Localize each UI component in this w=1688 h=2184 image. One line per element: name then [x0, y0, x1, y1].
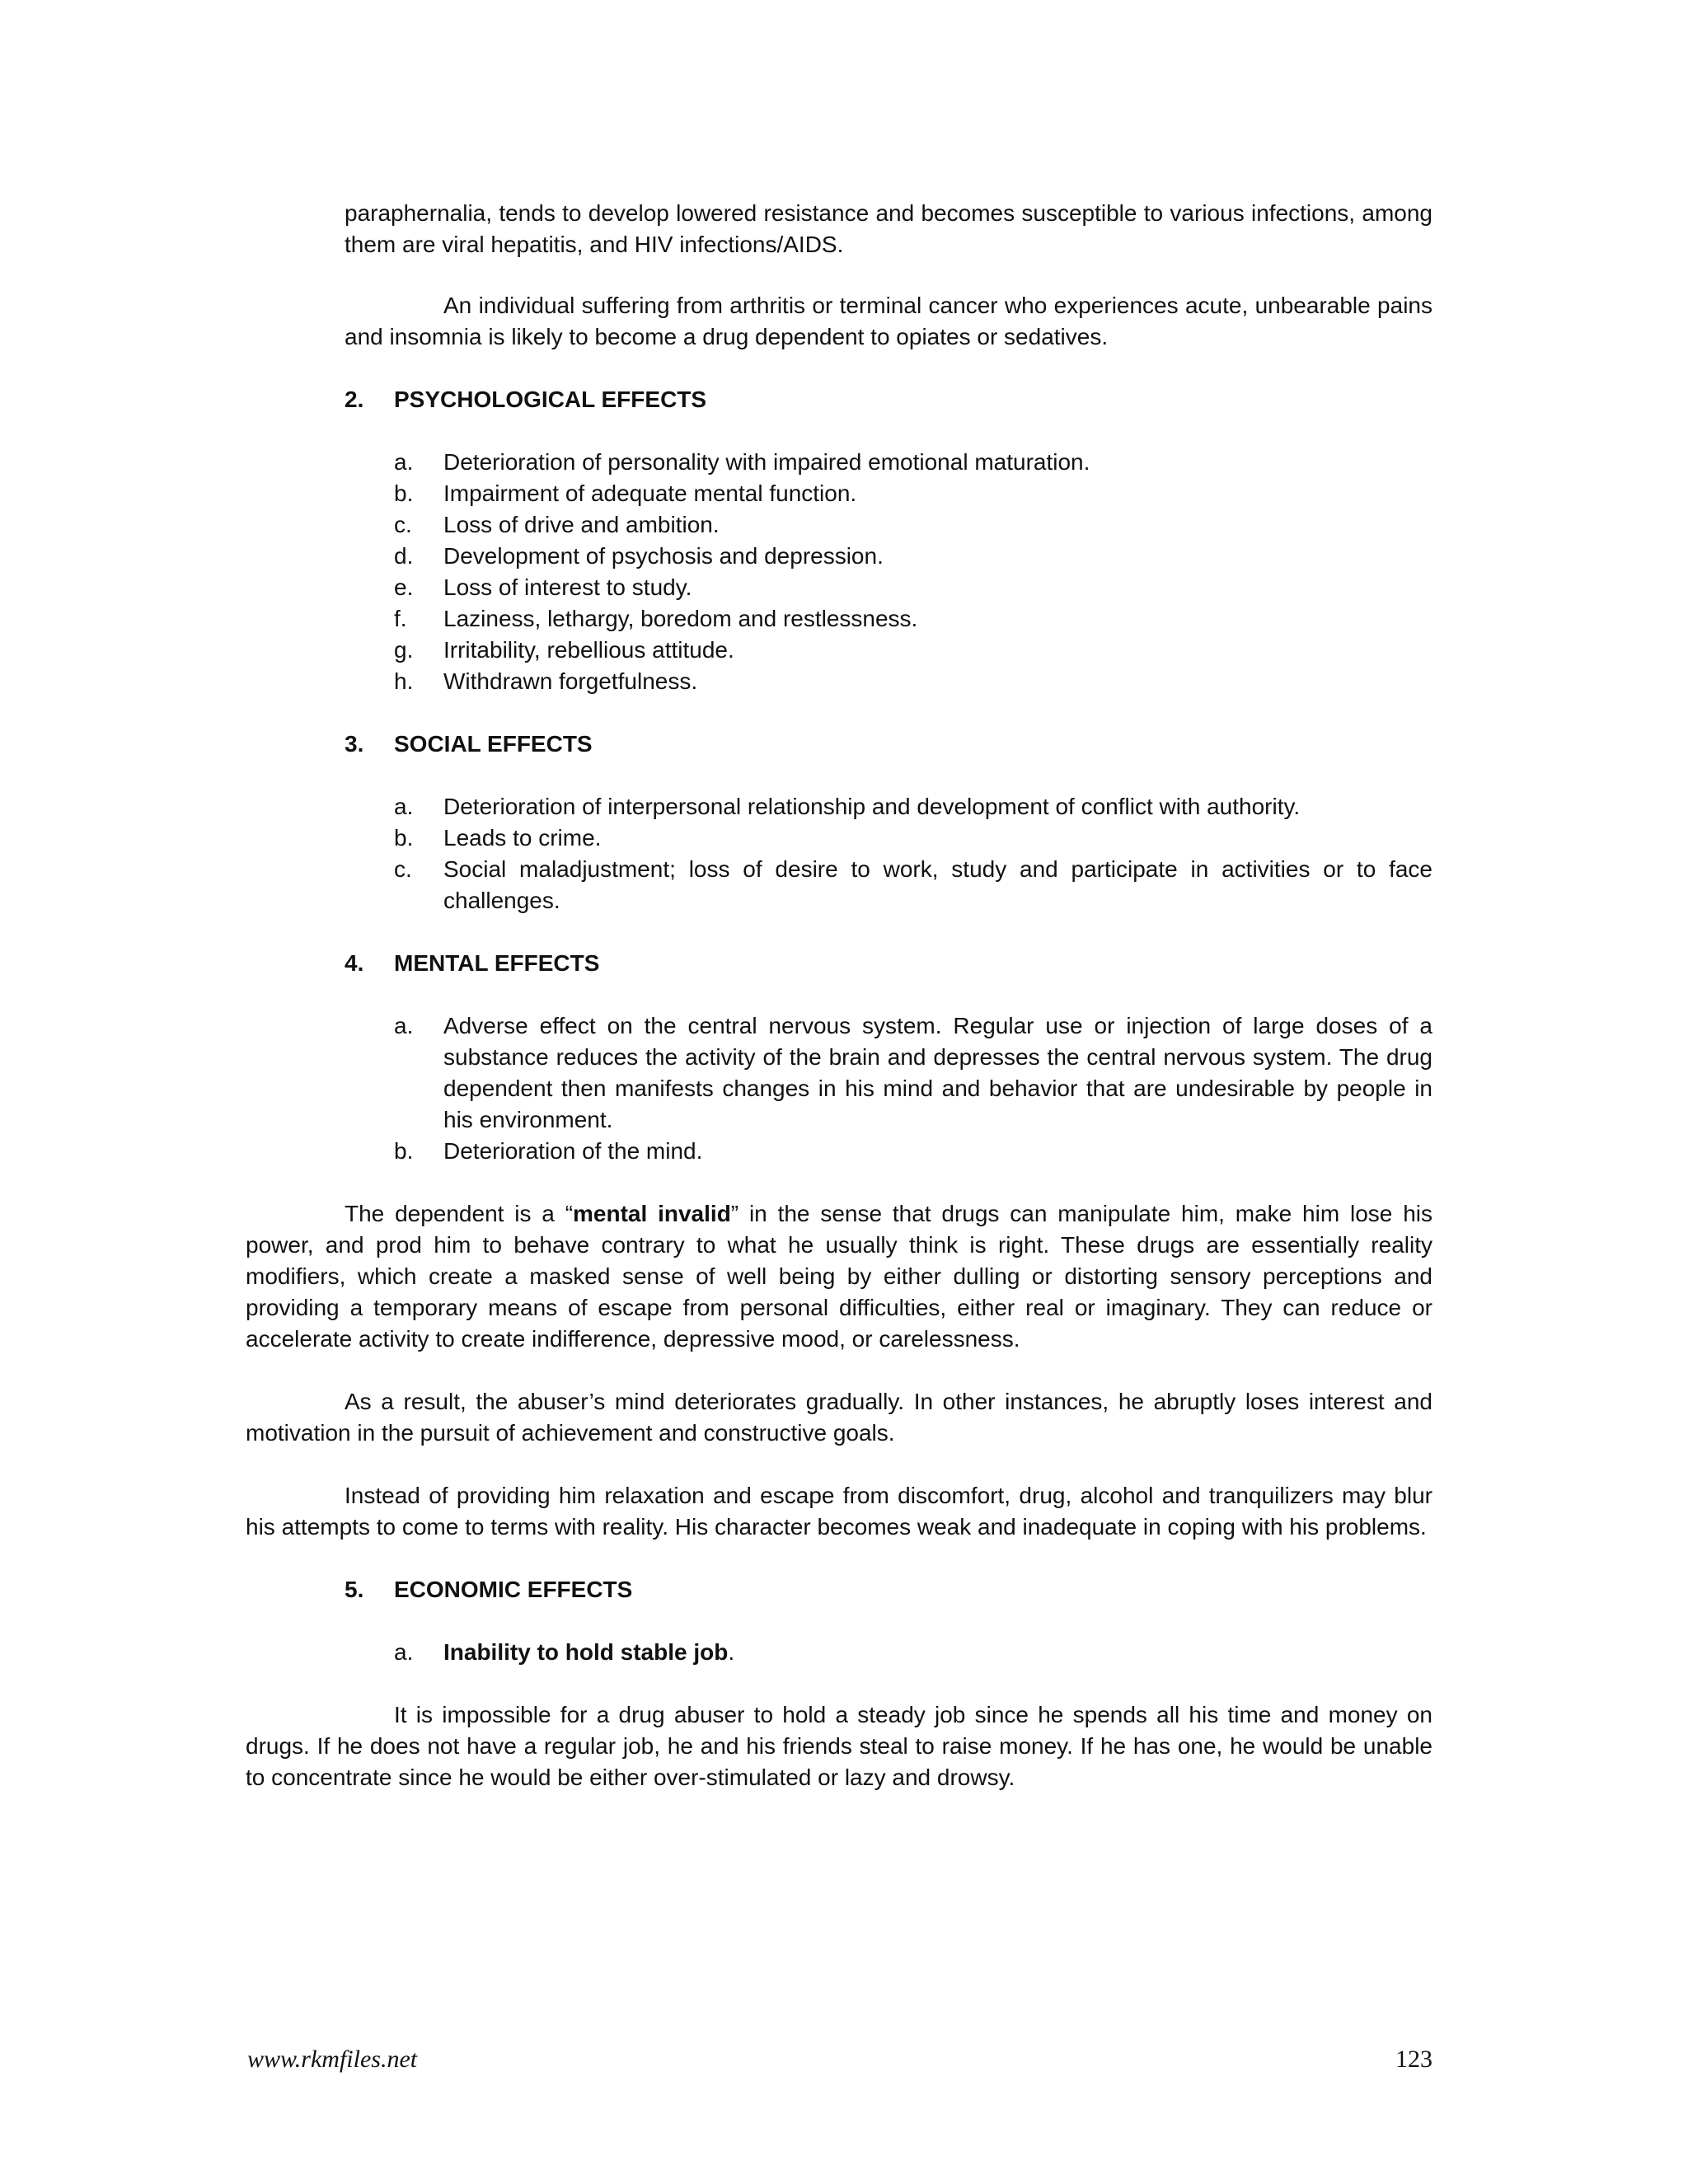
- list-marker: a.: [394, 1639, 414, 1665]
- section-title: ECONOMIC EFFECTS: [394, 1577, 633, 1602]
- list-item-text: Deterioration of the mind.: [443, 1138, 703, 1164]
- page-number: 123: [1395, 2046, 1432, 2073]
- text-segment: ” in the sense that drugs can manipulate him, make him lose his power, and prod him to behave contrary to what he usually think is right. These drugs are essentially reality modifiers, which create a masked sense of well being by either dulling or distorting sensory perceptions and providing a temporary means of escape from personal difficulties, either real or imaginary. They can reduce or accelerate activity to create indifference, depressive mood, or carelessness.: [246, 1201, 1432, 1352]
- list-item-text: Deterioration of interpersonal relationship and development of conflict with authority.: [443, 794, 1301, 819]
- list-item-text: Loss of drive and ambition.: [443, 512, 720, 537]
- section-title: PSYCHOLOGICAL EFFECTS: [394, 387, 707, 412]
- footer-website: www.rkmfiles.net: [247, 2046, 418, 2073]
- intro-paragraph-2: An individual suffering from arthritis or terminal cancer who experiences acute, unbearable pains and insomnia is likely to become a drug dependent to opiates or sedatives.: [345, 293, 1432, 349]
- section-number: 5.: [345, 1577, 364, 1602]
- list-marker: g.: [394, 637, 414, 663]
- mental-invalid-paragraph: [246, 1198, 1432, 1355]
- section-title: MENTAL EFFECTS: [394, 950, 600, 976]
- list-item: [394, 791, 1432, 823]
- section-heading-economic: [345, 1574, 632, 1605]
- section-heading-psychological: [345, 384, 706, 415]
- social-effects-list: [394, 791, 1432, 916]
- list-marker: a.: [394, 794, 414, 819]
- list-item: [394, 541, 1432, 572]
- text-segment: The dependent is a “: [345, 1201, 574, 1226]
- section-number: 4.: [345, 950, 364, 976]
- list-item: [394, 666, 1432, 697]
- section-number: 2.: [345, 387, 364, 412]
- text-segment: .: [728, 1639, 735, 1665]
- list-item: [394, 823, 1432, 854]
- list-item: [394, 854, 1432, 916]
- list-marker: a.: [394, 1013, 414, 1038]
- list-marker: b.: [394, 1138, 414, 1164]
- list-item-text: Laziness, lethargy, boredom and restlessness.: [443, 606, 918, 631]
- list-marker: b.: [394, 825, 414, 851]
- list-item-text: Loss of interest to study.: [443, 574, 692, 600]
- list-item-text: Withdrawn forgetfulness.: [443, 668, 698, 694]
- list-marker: d.: [394, 543, 414, 569]
- economic-subitem: [394, 1637, 734, 1668]
- section-heading-social: [345, 729, 593, 760]
- steady-job-paragraph: It is impossible for a drug abuser to hold a steady job since he spends all his time and money on drugs. If he does not have a regular job, he and his friends steal to raise money. If he has one, he would be unable to concentrate since he would be either over-stimulated or lazy and drowsy.: [246, 1702, 1432, 1790]
- relaxation-paragraph: Instead of providing him relaxation and escape from discomfort, drug, alcohol and tranquilizers may blur his attempts to come to terms with reality. His character becomes weak and inadequate in coping with his problems.: [246, 1483, 1432, 1540]
- list-item: [394, 603, 1432, 635]
- list-item: [394, 1010, 1432, 1136]
- list-marker: b.: [394, 480, 414, 506]
- list-marker: c.: [394, 856, 412, 882]
- bold-term: mental invalid: [573, 1201, 731, 1226]
- list-item: [394, 447, 1432, 478]
- list-item: [394, 478, 1432, 509]
- list-item-text: Impairment of adequate mental function.: [443, 480, 857, 506]
- section-heading-mental: [345, 948, 599, 979]
- section-title: SOCIAL EFFECTS: [394, 731, 593, 757]
- list-marker: f.: [394, 606, 407, 631]
- list-item: [394, 572, 1432, 603]
- intro-paragraph: paraphernalia, tends to develop lowered resistance and becomes susceptible to various infections, among them are viral hepatitis, and HIV infections/AIDS.: [345, 200, 1432, 257]
- list-item-text: Deterioration of personality with impaired emotional maturation.: [443, 449, 1090, 475]
- list-item: [394, 1136, 1432, 1167]
- section-number: 3.: [345, 731, 364, 757]
- list-item-text: Irritability, rebellious attitude.: [443, 637, 734, 663]
- list-item-text: Development of psychosis and depression.: [443, 543, 884, 569]
- list-item-text: Adverse effect on the central nervous system. Regular use or injection of large doses of a substance reduces the activity of the brain and depresses the central nervous system. The drug dependent then manifests changes in his mind and behavior that are undesirable by people in his environment.: [443, 1013, 1432, 1132]
- list-marker: c.: [394, 512, 412, 537]
- list-marker: a.: [394, 449, 414, 475]
- list-item: [394, 635, 1432, 666]
- psychological-effects-list: [394, 447, 1432, 697]
- bold-term: Inability to hold stable job: [443, 1639, 729, 1665]
- list-marker: h.: [394, 668, 414, 694]
- list-marker: e.: [394, 574, 414, 600]
- list-item: [394, 509, 1432, 541]
- list-item-text: Social maladjustment; loss of desire to work, study and participate in activities or to face challenges.: [443, 856, 1432, 913]
- abuser-mind-paragraph: As a result, the abuser’s mind deteriorates gradually. In other instances, he abruptly loses interest and motivation in the pursuit of achievement and constructive goals.: [246, 1389, 1432, 1446]
- list-item-text: Leads to crime.: [443, 825, 602, 851]
- mental-effects-list: [394, 1010, 1432, 1167]
